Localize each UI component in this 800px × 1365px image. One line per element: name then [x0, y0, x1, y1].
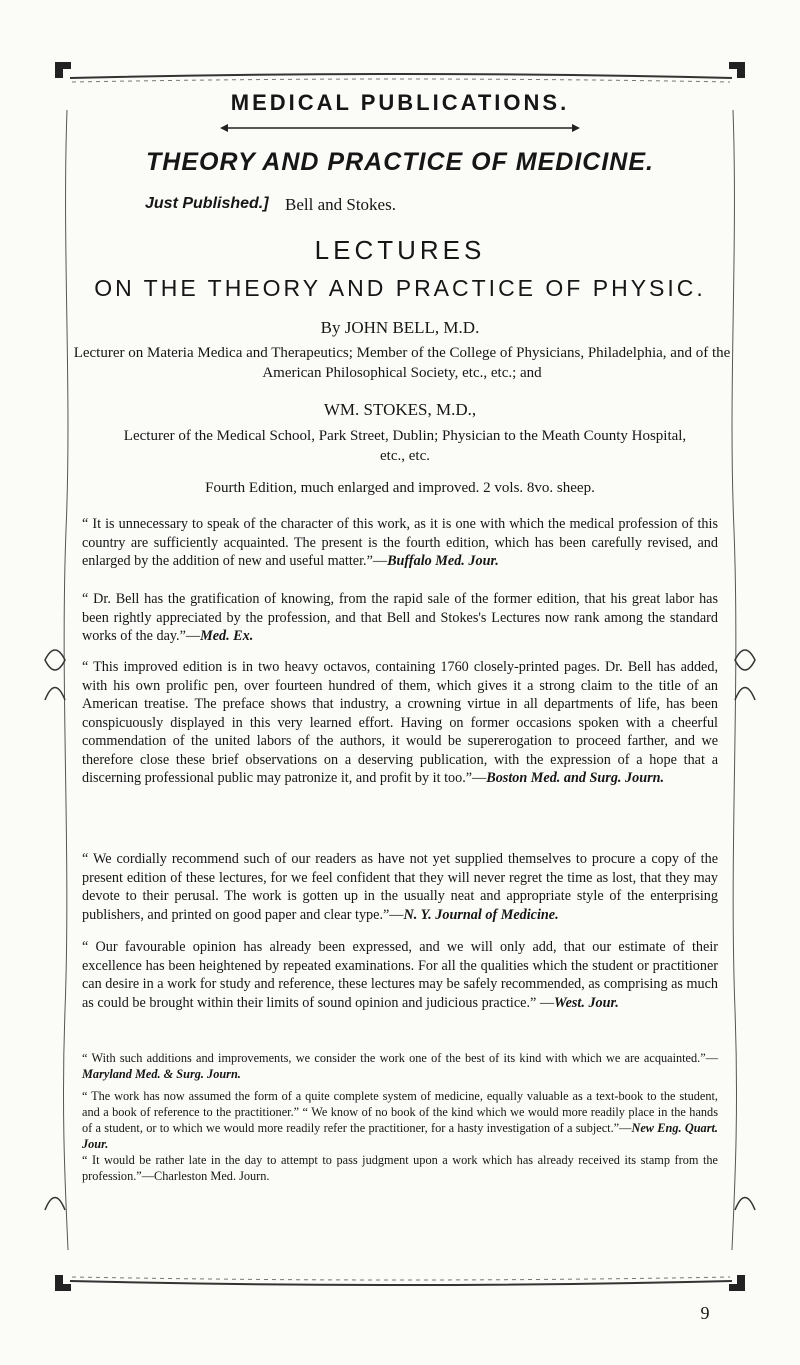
book-title: THEORY AND PRACTICE OF MEDICINE.	[146, 148, 654, 176]
review-8: “ It would be rather late in the day to attempt to pass judgment upon a work which has already received its stamp from the profession.”—Charleston Med. Journ.	[82, 1153, 718, 1183]
author2: WM. STOKES, M.D.,	[323, 400, 477, 419]
status: Just Published.]	[145, 195, 269, 212]
section-subtitle: ON THE THEORY AND PRACTICE OF PHYSIC.	[94, 275, 706, 301]
author1: By JOHN BELL, M.D.	[320, 318, 480, 337]
edition: Fourth Edition, much enlarged and improved. 2 vols. 8vo. sheep.	[205, 480, 595, 496]
review-2: “ Dr. Bell has the gratification of knowing, from the rapid sale of the former edition, that his great labor has been rightly appreciated by the profession, and that Bell and Stokes's Lectures now rank among the standard works of the day.”—Med. Ex.	[82, 591, 718, 644]
page-header: MEDICAL PUBLICATIONS.	[230, 90, 570, 115]
page-number: 9	[700, 1303, 710, 1323]
review-7: “ The work has now assumed the form of a quite complete system of medicine, equally valuable as a text-book to the student, and a book of reference to the practitioner.” “ We know of no book of the kind which we would more readily place in the hands of a student, or to which we would more readily refer the practitioner, for a hasty investigation of a subject.”—New Eng. Quart. Jour.	[82, 1089, 718, 1151]
review-6: “ With such additions and improvements, we consider the work one of the best of its kind with which we are acquainted.”—Maryland Med. & Surg. Journ.	[82, 1051, 718, 1081]
review-3: “ This improved edition is in two heavy octavos, containing 1760 closely-printed pages. Dr. Bell has added, with his own prolific pen, over fourteen hundred of them, which gives it a strong claim to the title of an American treatise. The preface shows that industry, a crowning virtue in all departments of life, has been conspicuously displayed in this very learned effort. Having on former occasions spoken with a cheerful commendation of the united labors of the authors, it would be supererogation to proceed farther, and we therefore close these brief observations on a deserving publication, with the expression of a hope that a discerning professional public may patronize it, and profit by it too.”—Boston Med. and Surg. Journ.	[82, 659, 718, 786]
publisher: Bell and Stokes.	[285, 195, 396, 214]
section-title: LECTURES	[314, 235, 486, 265]
author1-desc: Lecturer on Materia Medica and Therapeutics; Member of the College of Physicians, Philadelphia, and of the American Philosophical Society, etc., etc.; and	[73, 345, 731, 381]
review-1: “ It is unnecessary to speak of the character of this work, as it is one with which the medical profession of this country are sufficiently acquainted. The present is the fourth edition, which has been carefully revised, and enlarged by the addition of new and useful matter.”—Buffalo Med. Jour.	[82, 516, 718, 569]
author2-desc: Lecturer of the Medical School, Park Street, Dublin; Physician to the Meath County Hospital, etc., etc.	[123, 428, 687, 464]
review-4: “ We cordially recommend such of our readers as have not yet supplied themselves to procure a copy of the present edition of these lectures, for we feel confident that they will never regret the time as lost, that they may devote to their perusal. The work is gotten up in the usually neat and appropriate style of the enterprising publishers, and printed on good paper and clear type.”—N. Y. Journal of Medicine.	[82, 851, 718, 923]
publish-line	[145, 195, 665, 213]
review-5: “ Our favourable opinion has already been expressed, and we will only add, that our estimate of their excellence has been heightened by repeated examinations. For all the qualities which the student or practitioner can desire in a work for study and reference, these lectures may be safely recommended, as comprising as much as could be brought within their limits of sound opinion and judicious practice.” —West. Jour.	[82, 939, 718, 1011]
